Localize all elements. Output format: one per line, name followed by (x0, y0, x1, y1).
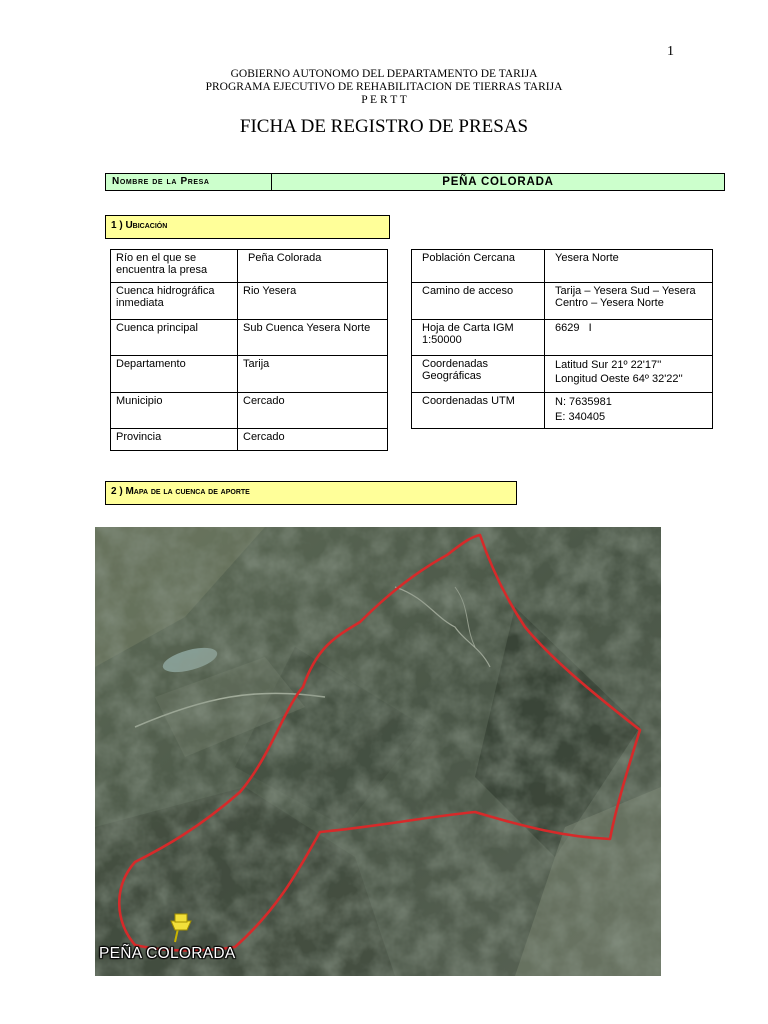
row-value: Yesera Norte (545, 250, 713, 283)
page-number: 1 (667, 44, 674, 59)
latitude-value: Latitud Sur 21º 22'17'' (555, 359, 662, 371)
dam-name-bar (105, 173, 725, 191)
utm-east-value: E: 340405 (555, 411, 606, 423)
utm-north-value: N: 7635981 (555, 396, 612, 408)
table-row (111, 283, 388, 320)
table-row (412, 320, 713, 356)
table-row (111, 250, 388, 283)
location-table-left (110, 249, 388, 451)
longitude-value: Longitud Oeste 64º 32'22'' (555, 373, 683, 385)
row-label: Población Cercana (412, 250, 545, 283)
header-line-1: GOBIERNO AUTONOMO DEL DEPARTAMENTO DE TARIJA (230, 68, 538, 80)
table-row (111, 320, 388, 356)
row-value: Cercado (238, 393, 388, 429)
row-label: Camino de acceso (412, 283, 545, 320)
section-1-title: 1 ) Ubicación (105, 215, 390, 239)
row-value: Sub Cuenca Yesera Norte (238, 320, 388, 356)
table-row (111, 356, 388, 393)
map-label: PEÑA COLORADA (99, 945, 236, 962)
row-label: Coordenadas Geográficas (412, 356, 545, 393)
row-value: Cercado (238, 429, 388, 451)
row-value: 6629 I (545, 320, 713, 356)
row-value: Tarija – Yesera Sud – Yesera Centro – Yesera Norte (545, 283, 713, 320)
dam-name-value: PEÑA COLORADA (442, 176, 554, 188)
row-label: Hoja de Carta IGM 1:50000 (412, 320, 545, 356)
row-value (545, 393, 713, 429)
row-label: Coordenadas UTM (412, 393, 545, 429)
row-label: Departamento (111, 356, 238, 393)
row-value: Peña Colorada (238, 250, 388, 283)
row-label: Municipio (111, 393, 238, 429)
section-2-title: 2 ) Mapa de la cuenca de aporte (105, 481, 517, 505)
header-line-3: P E R T T (361, 94, 407, 106)
table-row (111, 393, 388, 429)
row-label: Río en el que se encuentra la presa (111, 250, 238, 283)
document-title: FICHA DE REGISTRO DE PRESAS (239, 116, 529, 137)
table-row (412, 393, 713, 429)
row-label: Cuenca hidrográfica inmediata (111, 283, 238, 320)
catchment-map (95, 527, 661, 976)
satellite-image (95, 527, 661, 976)
dam-name-label: Nombre de la Presa (106, 174, 272, 190)
table-row (412, 250, 713, 283)
row-label: Cuenca principal (111, 320, 238, 356)
row-value (545, 356, 713, 393)
table-row (412, 283, 713, 320)
table-row (412, 356, 713, 393)
row-value: Tarija (238, 356, 388, 393)
row-value: Rio Yesera (238, 283, 388, 320)
row-label: Provincia (111, 429, 238, 451)
location-table-right (411, 249, 713, 429)
header-line-2: PROGRAMA EJECUTIVO DE REHABILITACION DE TIERRAS TARIJA (205, 81, 563, 93)
table-row (111, 429, 388, 451)
